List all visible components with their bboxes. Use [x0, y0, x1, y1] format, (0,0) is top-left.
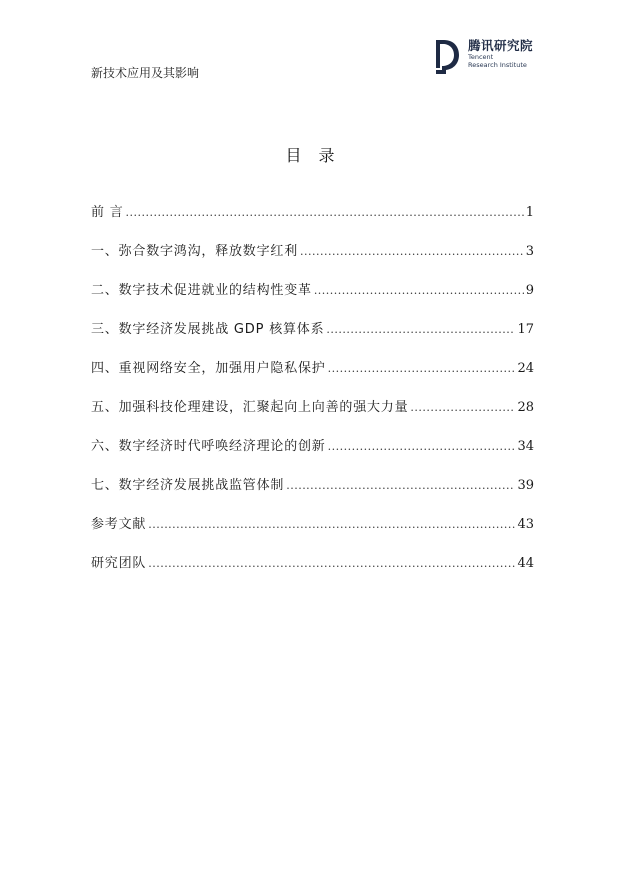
toc-leader-dots: [126, 206, 524, 219]
toc-leader-dots: [326, 323, 515, 336]
logo-english-line-1: Tencent: [468, 53, 494, 61]
toc-item[interactable]: [91, 474, 534, 513]
tencent-research-logo: [432, 38, 533, 76]
toc-item-label: 参考文献: [91, 517, 147, 532]
toc-leader-dots: [328, 362, 516, 375]
toc-leader-dots: [410, 401, 515, 414]
toc-leader-dots: [314, 284, 524, 297]
table-of-contents: [91, 201, 534, 591]
toc-leader-dots: [148, 518, 515, 531]
toc-item-page: 3: [525, 244, 534, 259]
toc-title: 目 录: [285, 146, 341, 165]
toc-item[interactable]: [91, 357, 534, 396]
toc-item-label: 前 言: [91, 205, 124, 220]
tencent-logo-icon: [432, 38, 462, 76]
toc-item[interactable]: [91, 396, 534, 435]
toc-item-page: 28: [517, 400, 534, 415]
toc-item[interactable]: [91, 240, 534, 279]
toc-item-page: 44: [517, 556, 534, 571]
toc-item-page: 39: [517, 478, 534, 493]
toc-leader-dots: [286, 479, 515, 492]
logo-english-line-2: Research Institute: [468, 61, 527, 69]
toc-item-page: 1: [525, 205, 534, 220]
toc-item-page: 24: [517, 361, 534, 376]
toc-item[interactable]: [91, 552, 534, 591]
document-header-title: 新技术应用及其影响: [91, 66, 200, 80]
toc-item-label: 研究团队: [91, 556, 147, 571]
logo-chinese-name: 腾讯研究院: [468, 38, 534, 53]
toc-item-label: 四、重视网络安全，加强用户隐私保护: [91, 361, 326, 376]
toc-item-label: 七、数字经济发展挑战监管体制: [91, 478, 285, 493]
toc-leader-dots: [328, 440, 516, 453]
toc-leader-dots: [300, 245, 524, 258]
toc-item[interactable]: [91, 435, 534, 474]
toc-item[interactable]: [91, 318, 534, 357]
toc-item-label: 五、加强科技伦理建设，汇聚起向上向善的强大力量: [91, 400, 409, 415]
toc-item-page: 9: [525, 283, 534, 298]
toc-item-label: 六、数字经济时代呼唤经济理论的创新: [91, 439, 326, 454]
toc-item-label: 一、弥合数字鸿沟，释放数字红利: [91, 244, 299, 259]
toc-item-label: 二、数字技术促进就业的结构性变革: [91, 283, 312, 298]
toc-item[interactable]: [91, 513, 534, 552]
toc-item-page: 17: [517, 322, 534, 337]
toc-item-page: 43: [517, 517, 534, 532]
toc-item-page: 34: [517, 439, 534, 454]
toc-item[interactable]: [91, 201, 534, 240]
toc-item-label: 三、数字经济发展挑战 GDP 核算体系: [91, 322, 325, 337]
toc-item[interactable]: [91, 279, 534, 318]
toc-leader-dots: [148, 557, 515, 570]
